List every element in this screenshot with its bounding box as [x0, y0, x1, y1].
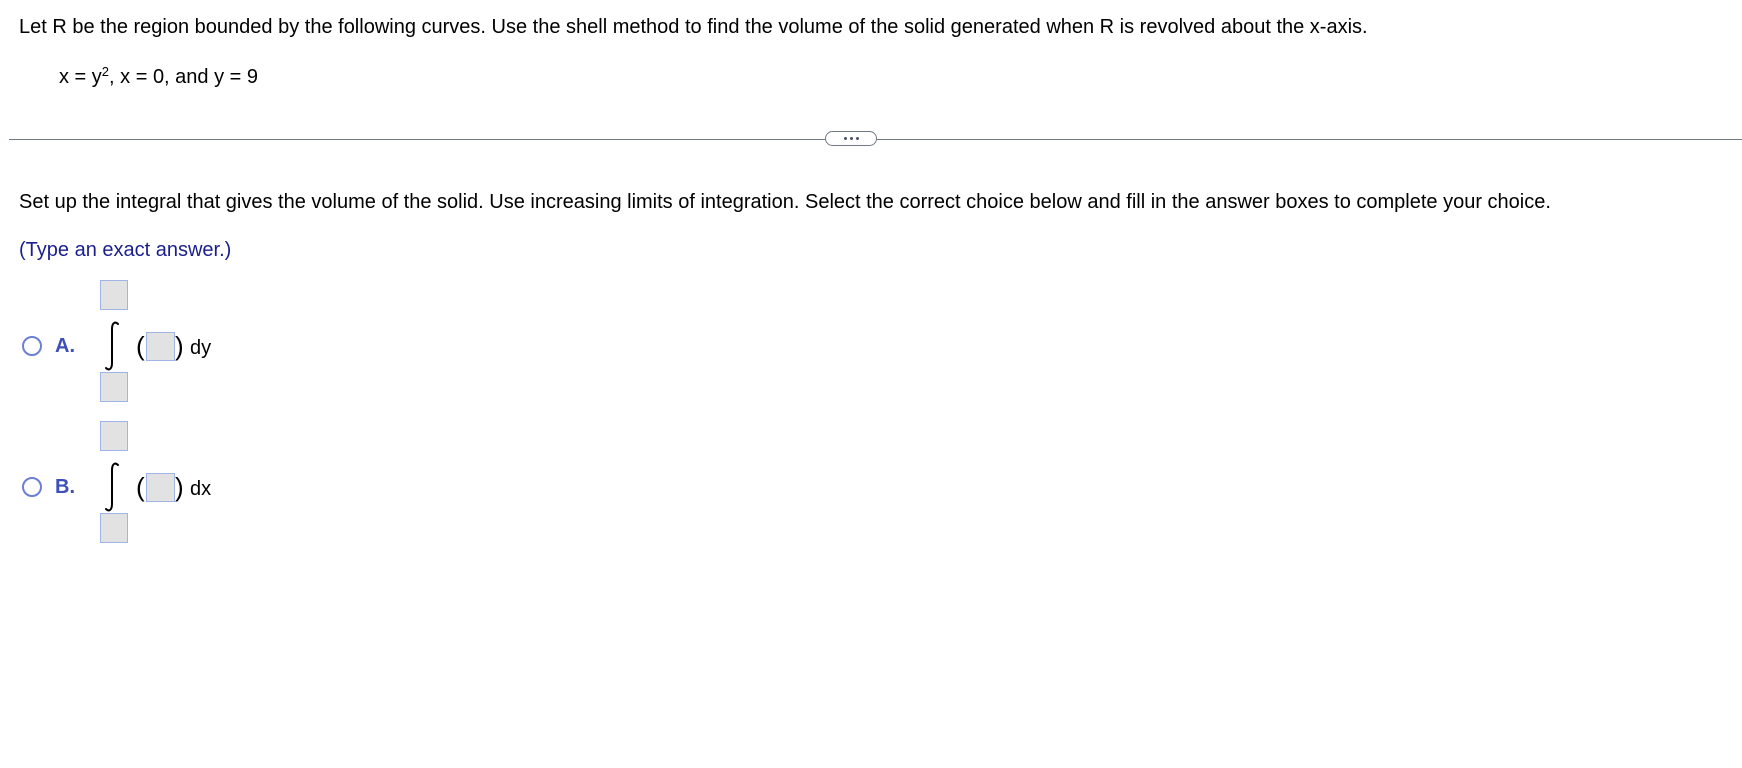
integrand-input-b[interactable] — [146, 473, 175, 502]
upper-limit-input-a[interactable] — [100, 280, 128, 310]
ellipsis-icon-dot — [850, 137, 853, 140]
choice-a — [0, 278, 300, 408]
equation-part1: x = y — [59, 66, 102, 88]
ellipsis-icon — [844, 137, 847, 140]
integral-sign-icon — [103, 320, 121, 372]
equation-exponent: 2 — [101, 64, 110, 79]
upper-limit-input-b[interactable] — [100, 421, 128, 451]
radio-choice-b[interactable] — [22, 477, 42, 497]
choice-a-letter: A. — [55, 335, 75, 357]
curves-equation — [59, 65, 258, 91]
hint-text: (Type an exact answer.) — [19, 239, 232, 261]
expand-button[interactable] — [825, 131, 877, 146]
lower-limit-input-a[interactable] — [100, 372, 128, 402]
choice-b — [0, 419, 300, 549]
close-paren-a: ) — [175, 331, 184, 361]
ellipsis-icon-dot — [856, 137, 859, 140]
question-text: Let R be the region bounded by the following curves. Use the shell method to find the volume of the solid generated when R is revolved about the x-axis. — [19, 16, 1368, 38]
integrand-input-a[interactable] — [146, 332, 175, 361]
choice-b-letter: B. — [55, 476, 75, 498]
integral-sign-icon — [103, 461, 121, 513]
instructions-text: Set up the integral that gives the volume of the solid. Use increasing limits of integration. Select the correct choice below and fill in the answer boxes to complete your choice. — [19, 191, 1551, 213]
open-paren-b: ( — [136, 472, 145, 502]
open-paren-a: ( — [136, 331, 145, 361]
close-paren-b: ) — [175, 472, 184, 502]
lower-limit-input-b[interactable] — [100, 513, 128, 543]
equation-part2: , x = 0, and y = 9 — [109, 66, 259, 88]
differential-b: dx — [190, 478, 212, 500]
radio-choice-a[interactable] — [22, 336, 42, 356]
differential-a: dy — [190, 337, 212, 359]
